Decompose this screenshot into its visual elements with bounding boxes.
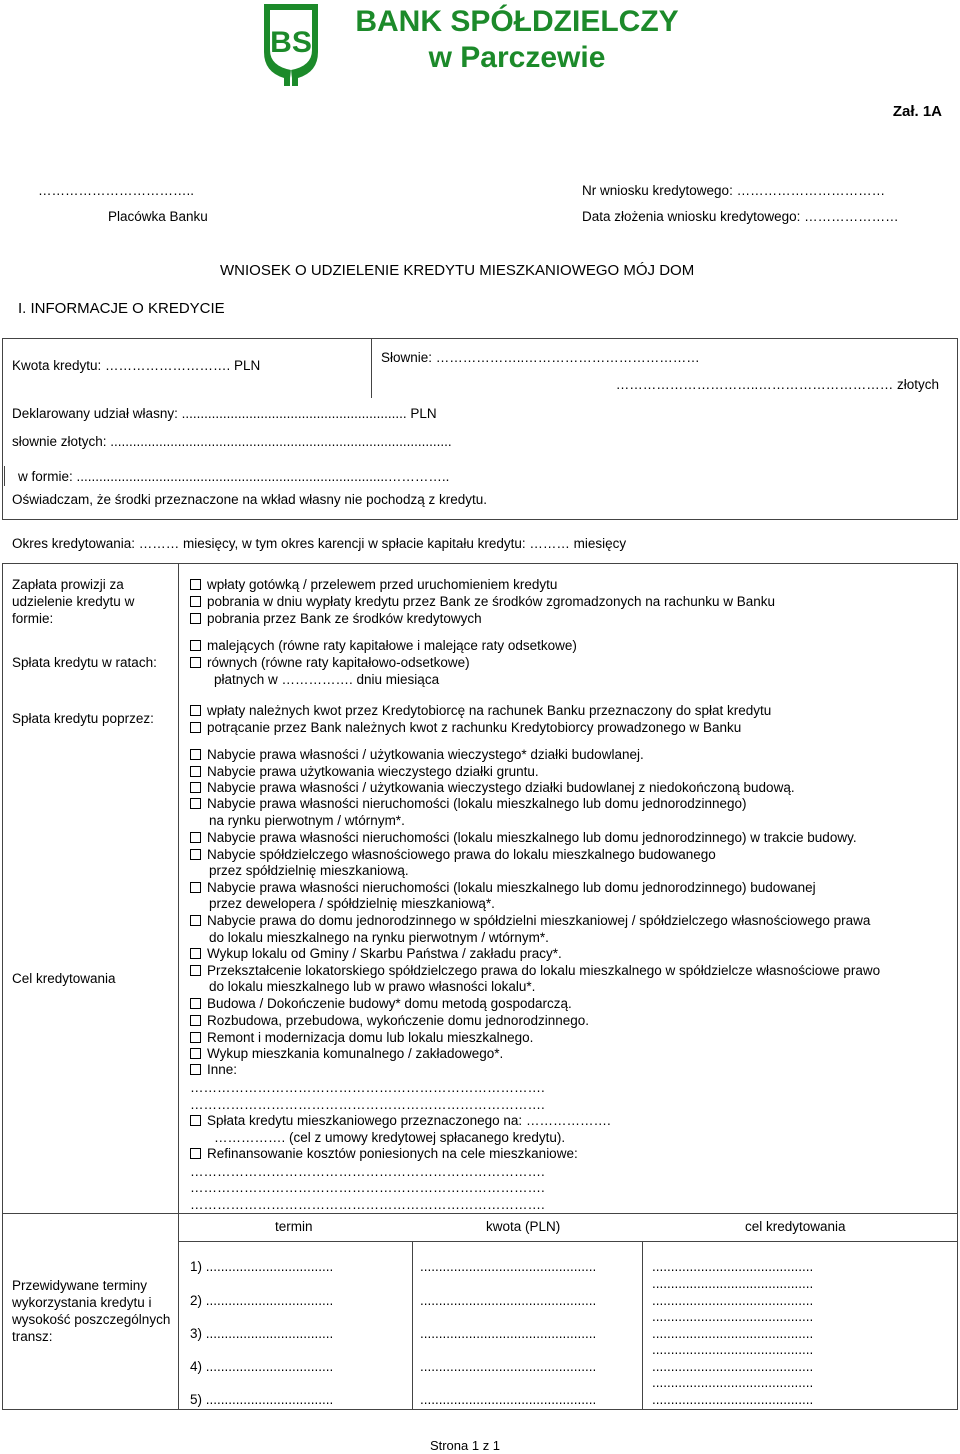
purpose-option[interactable]: Budowa / Dokończenie budowy* domu metodą gospodarczą. <box>190 996 572 1012</box>
checkbox[interactable] <box>190 722 201 733</box>
purpose-option[interactable]: Nabycie prawa własności nieruchomości (lokalu mieszkalnego lub domu jednorodzinnego) w trakcie budowy. <box>190 830 857 846</box>
checkbox[interactable] <box>190 782 201 793</box>
tranche-purpose-line[interactable]: ........................................... <box>652 1259 814 1274</box>
tranche-purpose-line[interactable]: ........................................... <box>652 1342 814 1357</box>
checkbox[interactable] <box>190 965 201 976</box>
bank-name-line1: BANK SPÓŁDZIELCZY <box>355 5 679 38</box>
checkbox[interactable] <box>190 849 201 860</box>
checkbox[interactable] <box>190 1015 201 1026</box>
purpose-option-cont: ……………. (cel z umowy kredytowej spłacanego kredytu). <box>214 1130 566 1145</box>
purpose-option[interactable]: Nabycie prawa własności nieruchomości (lokalu mieszkalnego lub domu jednorodzinnego) budowanej <box>190 880 816 896</box>
amount-in-words-field[interactable]: Słownie: ………………..………………………………… <box>381 350 700 365</box>
attachment-label: Zał. 1A <box>892 103 942 120</box>
checkbox[interactable] <box>190 596 201 607</box>
refinance-details-field[interactable]: ……………………………………………………………………. <box>190 1197 545 1212</box>
installments-decreasing[interactable]: malejących (równe raty kapitałowe i malejące raty odsetkowe) <box>190 638 577 654</box>
checkbox[interactable] <box>190 882 201 893</box>
checkbox[interactable] <box>190 998 201 1009</box>
purpose-option[interactable]: Nabycie prawa własności nieruchomości (lokalu mieszkalnego lub domu jednorodzinnego) <box>190 796 747 812</box>
tranche-amount-4[interactable]: ............................................... <box>420 1359 597 1374</box>
purpose-option[interactable]: Nabycie prawa własności / użytkowania wieczystego* działki budowlanej. <box>190 747 644 763</box>
branch-label: Placówka Banku <box>108 209 208 224</box>
tranche-term-4[interactable]: 4) .................................. <box>190 1359 334 1374</box>
credit-period-field[interactable]: Okres kredytowania: ……… miesięcy, w tym okres karencji w spłacie kapitału kredytu: ……… miesięcy <box>12 536 627 551</box>
form-title: WNIOSEK O UDZIELENIE KREDYTU MIESZKANIOWEGO MÓJ DOM <box>220 262 695 279</box>
checkbox[interactable] <box>190 640 201 651</box>
purpose-option-cont: do lokalu mieszkalnego na rynku pierwotnym / wtórnym*. <box>209 930 549 945</box>
branch-field[interactable]: …………………………….. <box>38 183 195 198</box>
checkbox[interactable] <box>190 798 201 809</box>
checkbox[interactable] <box>190 613 201 624</box>
bank-logo <box>258 2 324 86</box>
commission-option-cash[interactable]: wpłaty gotówką / przelewem przed uruchomieniem kredytu <box>190 577 557 593</box>
credit-amount-field[interactable]: Kwota kredytu: ………………………. PLN <box>12 358 261 373</box>
checkbox[interactable] <box>190 915 201 926</box>
logo-text: BS <box>270 26 312 59</box>
purpose-option[interactable]: Przekształcenie lokatorskiego spółdzielczego prawa do lokalu mieszkalnego w spółdzielcze własnościowe prawo <box>190 963 880 979</box>
purpose-option[interactable]: Rozbudowa, przebudowa, wykończenie domu jednorodzinnego. <box>190 1013 589 1029</box>
checkbox[interactable] <box>190 1148 201 1159</box>
purpose-label: Cel kredytowania <box>12 971 116 986</box>
tranche-purpose-line[interactable]: ........................................... <box>652 1276 814 1291</box>
bank-name <box>344 4 690 76</box>
repayment-transfers[interactable]: wpłaty należnych kwot przez Kredytobiorcę na rachunek Banku przeznaczony do spłat kredytu <box>190 703 771 719</box>
purpose-option[interactable]: Nabycie prawa użytkowania wieczystego działki gruntu. <box>190 764 539 780</box>
application-number-field[interactable]: Nr wniosku kredytowego: …………………………… <box>582 183 886 198</box>
tranche-purpose-line[interactable]: ........................................... <box>652 1309 814 1324</box>
tranche-amount-5[interactable]: ............................................... <box>420 1392 597 1407</box>
own-funds-declaration: Oświadczam, że środki przeznaczone na wkład własny nie pochodzą z kredytu. <box>12 492 487 507</box>
tranche-term-5[interactable]: 5) .................................. <box>190 1392 334 1407</box>
checkbox[interactable] <box>190 1048 201 1059</box>
purpose-option-other[interactable]: Inne: <box>190 1062 237 1078</box>
tranche-purpose-line[interactable]: ........................................... <box>652 1359 814 1374</box>
tranche-purpose-line[interactable]: ........................................... <box>652 1375 814 1390</box>
checkbox[interactable] <box>190 832 201 843</box>
purpose-option-cont: na rynku pierwotnym / wtórnym*. <box>209 813 405 828</box>
tranche-amount-1[interactable]: ............................................... <box>420 1259 597 1274</box>
checkbox[interactable] <box>190 579 201 590</box>
checkbox[interactable] <box>190 705 201 716</box>
repayment-deduction[interactable]: potrącanie przez Bank należnych kwot z rachunku Kredytobiorcy prowadzonego w Banku <box>190 720 741 736</box>
col-header-purpose: cel kredytowania <box>745 1219 846 1234</box>
bank-name-line2: w Parczewie <box>428 41 606 74</box>
purpose-option-cont: do lokalu mieszkalnego lub w prawo własności lokalu*. <box>209 979 536 994</box>
other-purpose-field[interactable]: ……………………………………………………………………. <box>190 1080 545 1095</box>
commission-label: Zapłata prowizji za udzielenie kredytu w formie: <box>12 577 135 626</box>
installments-label: Spłata kredytu w ratach: <box>12 655 157 670</box>
application-date-field[interactable]: Data złożenia wniosku kredytowego: ………………… <box>582 209 899 224</box>
checkbox[interactable] <box>190 948 201 959</box>
commission-option-credit[interactable]: pobrania przez Bank ze środków kredytowych <box>190 611 482 627</box>
amount-in-words-field-2[interactable]: …………………………..………………………… złotych <box>615 377 939 392</box>
other-purpose-field[interactable]: ……………………………………………………………………. <box>190 1097 545 1112</box>
repayment-label: Spłata kredytu poprzez: <box>12 711 154 726</box>
checkbox[interactable] <box>190 749 201 760</box>
tranche-purpose-line[interactable]: ........................................... <box>652 1293 814 1308</box>
purpose-option-cont: przez dewelopera / spółdzielnię mieszkaniową*. <box>209 896 495 911</box>
tranche-amount-2[interactable]: ............................................... <box>420 1293 597 1308</box>
purpose-option-refinance-loan[interactable]: Spłata kredytu mieszkaniowego przeznaczonego na: ………………. <box>190 1113 611 1129</box>
checkbox[interactable] <box>190 1032 201 1043</box>
installments-equal[interactable]: równych (równe raty kapitałowo-odsetkowe) <box>190 655 470 671</box>
purpose-option[interactable]: Remont i modernizacja domu lub lokalu mieszkalnego. <box>190 1030 533 1046</box>
tranches-label: Przewidywane terminy wykorzystania kredytu i wysokość poszczególnych transz: <box>12 1278 171 1344</box>
contribution-form-field[interactable]: w formie: ...................................................................................………….. <box>18 469 450 484</box>
purpose-option[interactable]: Nabycie prawa do domu jednorodzinnego w spółdzielni mieszkaniowej / spółdzielczego własnościowego prawa <box>190 913 870 929</box>
checkbox[interactable] <box>190 1115 201 1126</box>
section-title: I. INFORMACJE O KREDYCIE <box>18 300 225 317</box>
own-contribution-field[interactable]: Deklarowany udział własny: ............................................................ PLN <box>12 406 437 421</box>
tranche-amount-3[interactable]: ............................................... <box>420 1326 597 1341</box>
tranche-term-2[interactable]: 2) .................................. <box>190 1293 334 1308</box>
refinance-details-field[interactable]: ……………………………………………………………………. <box>190 1164 545 1179</box>
purpose-option-cont: przez spółdzielnię mieszkaniową. <box>209 863 409 878</box>
tranche-purpose-line[interactable]: ........................................... <box>652 1392 814 1407</box>
checkbox[interactable] <box>190 766 201 777</box>
purpose-option[interactable]: Nabycie spółdzielczego własnościowego prawa do lokalu mieszkalnego budowanego <box>190 847 716 863</box>
own-contribution-words-field[interactable]: słownie złotych: ........................................................................................... <box>12 434 452 449</box>
col-header-amount: kwota (PLN) <box>486 1219 561 1234</box>
tranche-term-1[interactable]: 1) .................................. <box>190 1259 334 1274</box>
checkbox[interactable] <box>190 1064 201 1075</box>
commission-option-account[interactable]: pobrania w dniu wypłaty kredytu przez Bank ze środków zgromadzonych na rachunku w Banku <box>190 594 775 610</box>
page-number: Strona 1 z 1 <box>429 1438 501 1453</box>
col-header-term: termin <box>275 1219 313 1234</box>
tranche-term-3[interactable]: 3) .................................. <box>190 1326 334 1341</box>
checkbox[interactable] <box>190 657 201 668</box>
purpose-option[interactable]: Nabycie prawa własności / użytkowania wieczystego działki budowlanej z niedokończoną budową. <box>190 780 795 796</box>
purpose-option[interactable]: Wykup mieszkania komunalnego / zakładowego*. <box>190 1046 503 1062</box>
installment-day-field[interactable]: płatnych w ……………. dniu miesiąca <box>214 672 440 687</box>
purpose-option-refinance-costs[interactable]: Refinansowanie kosztów poniesionych na cele mieszkaniowe: <box>190 1146 578 1162</box>
refinance-details-field[interactable]: ……………………………………………………………………. <box>190 1180 545 1195</box>
tranche-purpose-line[interactable]: ........................................... <box>652 1326 814 1341</box>
purpose-option[interactable]: Wykup lokalu od Gminy / Skarbu Państwa / zakładu pracy*. <box>190 946 562 962</box>
